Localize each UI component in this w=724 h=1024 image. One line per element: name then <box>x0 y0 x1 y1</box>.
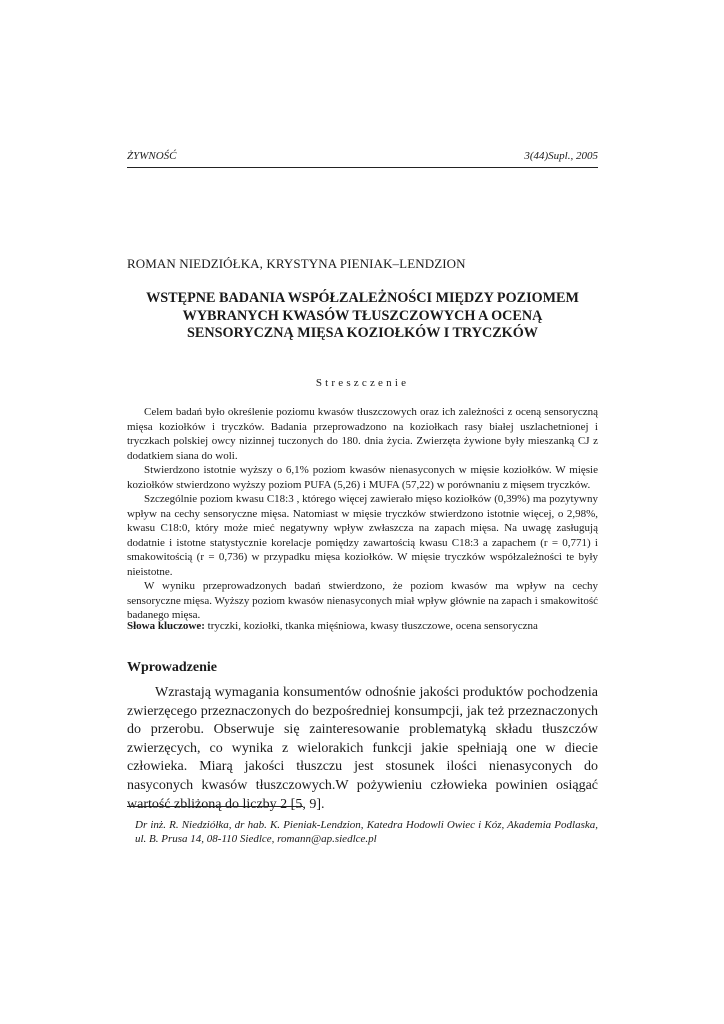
header-rule <box>127 167 598 168</box>
authors: ROMAN NIEDZIÓŁKA, KRYSTYNA PIENIAK–LENDZION <box>127 256 466 271</box>
title-line: SENSORYCZNĄ MIĘSA KOZIOŁKÓW I TRYCZKÓW <box>187 325 538 341</box>
running-header <box>127 150 598 162</box>
abstract-heading: Streszczenie <box>315 377 410 389</box>
body-text <box>127 684 598 814</box>
abstract <box>127 405 598 623</box>
abstract-paragraph: W wyniku przeprowadzonych badań stwierdzono, że poziom kwasów ma wpływ na cechy sensoryczne mięsa. Wyższy poziom kwasów nienasyconych miał wpływ głównie na zapach i smakowitość badanego mięsa. <box>127 580 598 621</box>
section-title: Wprowadzenie <box>127 660 217 675</box>
abstract-paragraph: Stwierdzono istotnie wyższy o 6,1% poziom kwasów nienasyconych w mięsie koziołków. W mięsie koziołków stwierdzono wyższy poziom PUFA (5,26) i MUFA (57,22) w porównaniu z mięsem tryczków. <box>127 464 598 491</box>
body-paragraph: Wzrastają wymagania konsumentów odnośnie jakości produktów pochodzenia zwierzęcego przeznaczonych do bezpośredniej konsumpcji, jak też przeznaczonych do przerobu. Obserwuje się zainteresowanie problematyką składu tłuszczów zwierzęcych, co wynika z wielorakich funkcji jakie spełniają one w diecie człowieka. Miarą jakości tłuszczu jest stosunek ilości nienasyconych do nasyconych kwasów tłuszczowych.W pożywieniu człowieka powinien osiągać wartość zbliżoną do liczby 2 [5, 9]. <box>127 685 598 812</box>
journal-name: ŻYWNOŚĆ <box>127 150 177 162</box>
abstract-paragraph: Szczególnie poziom kwasu C18:3 , którego więcej zawierało mięso koziołków (0,39%) ma pozytywny wpływ na cechy sensoryczne mięsa. Natomiast w mięsie tryczków stwierdzono istotnie więcej, o 2,98%, kwasu C18:0, który może mieć negatywny wpływ zwłaszcza na zapach mięsa. Na uwagę zasługują dodatnie i istotne statystycznie korelacje pomiędzy zawartością kwasu C18:3 a zapachem (r = 0,771) i smakowitością (r = 0,736) w przypadku mięsa koziołków. W mięsie tryczków współzależności te były nieistotne. <box>127 493 598 578</box>
keywords-label: Słowa kluczowe: <box>127 620 205 632</box>
title-line: WYBRANYCH KWASÓW TŁUSZCZOWYCH A OCENĄ <box>182 307 543 324</box>
footnote-rule <box>127 806 303 807</box>
journal-issue: 3(44)Supl., 2005 <box>524 150 598 162</box>
abstract-paragraph: Celem badań było określenie poziomu kwasów tłuszczowych oraz ich zależności z oceną sensoryczną mięsa koziołków i tryczków. Badania przeprowadzono na koziołkach rasy białej uszlachetnionej i tryczkach polskiej owcy nizinnej tuczonych do 180. dnia życia. Zwierzęta żywione były mieszanką CJ z dodatkiem siana do woli. <box>127 406 598 462</box>
keywords-text: tryczki, koziołki, tkanka mięśniowa, kwasy tłuszczowe, ocena sensoryczna <box>204 620 538 632</box>
paper-title <box>127 290 598 343</box>
title-line: WSTĘPNE BADANIA WSPÓŁZALEŻNOŚCI MIĘDZY POZIOMEM <box>146 290 579 306</box>
keywords <box>127 619 598 633</box>
footnote: Dr inż. R. Niedziółka, dr hab. K. Pieniak-Lendzion, Katedra Hodowli Owiec i Kóz, Akademia Podlaska, ul. B. Prusa 14, 08-110 Siedlce, romann@ap.siedlce.pl <box>135 819 598 845</box>
